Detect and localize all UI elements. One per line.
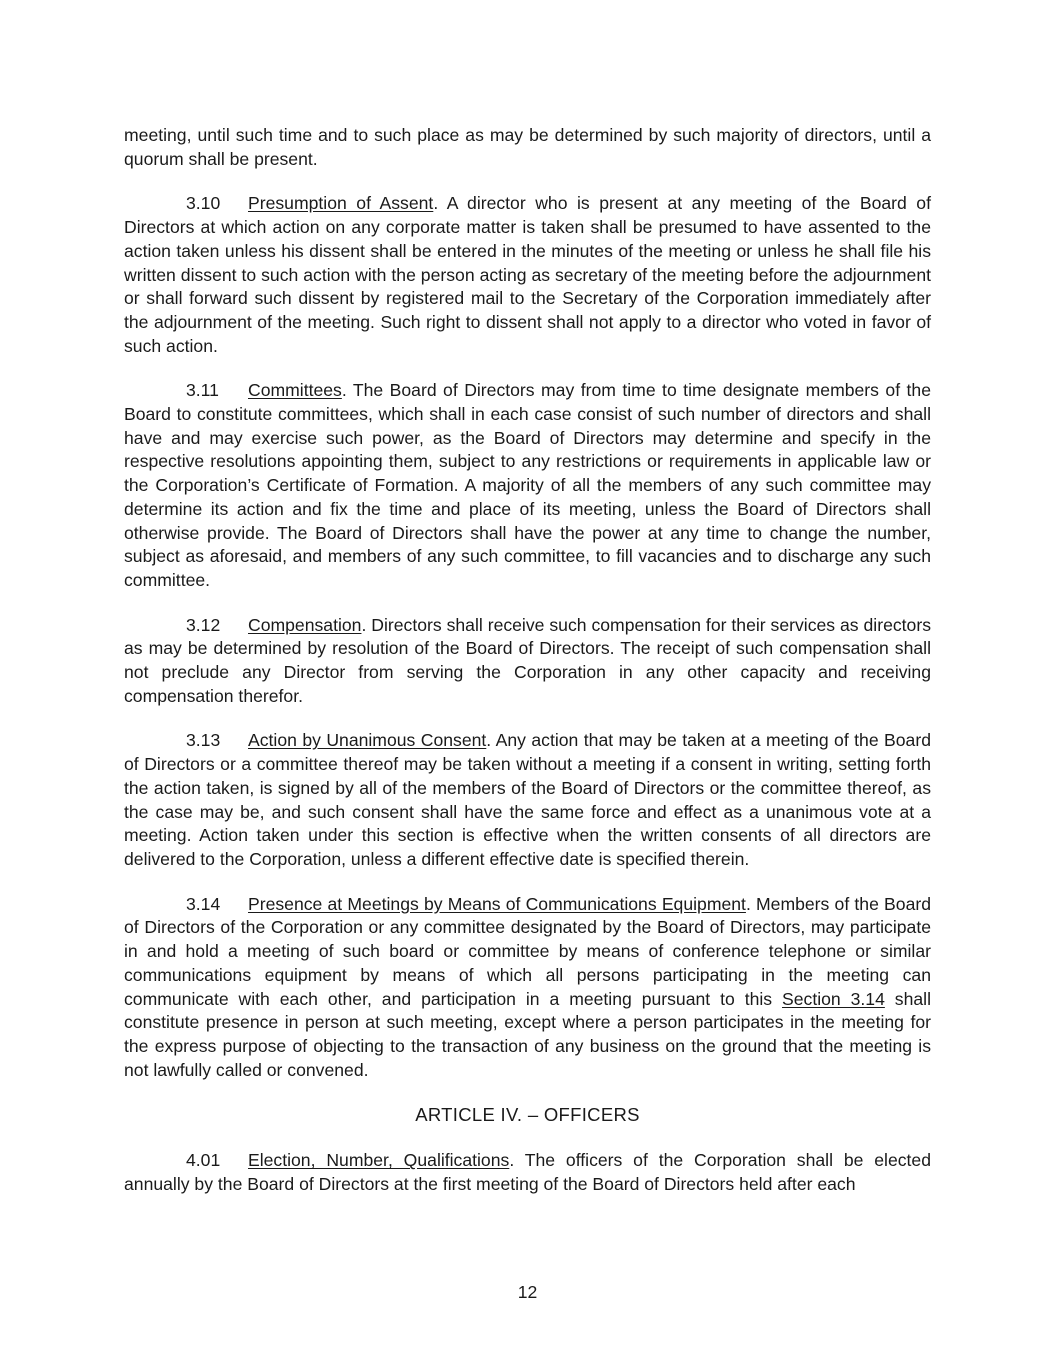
- section-number: 3.10: [186, 193, 221, 214]
- section-body: . Members of the Board of Directors of the Corporation or any committee designated by the Board of Directors, may participate in and hold a meeting of such board or committee by means of conference telephone or similar communications equipment by means of which all persons participating in the meeting can communicate with each other, and participation in a meeting pursuant to this: [124, 893, 931, 1009]
- page-number: 12: [517, 1282, 538, 1302]
- section-number: 3.14: [186, 893, 221, 914]
- section-number: 3.11: [186, 380, 219, 401]
- section-title: Election, Number, Qualifications: [248, 1150, 510, 1171]
- section-title: Compensation: [248, 614, 362, 635]
- section-3-12: [124, 614, 931, 709]
- document-page: [124, 124, 931, 1218]
- section-3-10: [124, 192, 931, 358]
- section-number: 3.13: [186, 730, 221, 751]
- section-body: . A director who is present at any meeting of the Board of Directors at which action on any corporate matter is taken shall be presumed to have assented to the action taken unless his dissent shall be entered in the minutes of the meeting or unless he shall file his written dissent to such action with the person acting as secretary of the meeting before the adjournment or shall forward such dissent by registered mail to the Secretary of the Corporation immediately after the adjournment of the meeting. Such right to dissent shall not apply to a director who voted in favor of such action.: [124, 193, 931, 356]
- section-4-01: [124, 1149, 931, 1196]
- section-3-11: [124, 379, 931, 592]
- section-body: . The Board of Directors may from time to time designate members of the Board to constitute committees, which shall in each case consist of such number of directors and shall have and may exercise such power, as the Board of Directors may determine and specify in the respective resolutions appointing them, subject to any restrictions or requirements in applicable law or the Corporation’s Certificate of Formation. A majority of all the members of any such committee may determine its action and fix the time and place of its meeting, unless the Board of Directors shall otherwise provide. The Board of Directors shall have the power at any time to change the number, subject as aforesaid, and members of any such committee, to fill vacancies and to discharge any such committee.: [124, 380, 931, 590]
- section-number: 4.01: [186, 1150, 221, 1171]
- section-body-continued: shall constitute presence in person at such meeting, except where a person participates in the meeting for the express purpose of objecting to the transaction of any business on the ground that the meeting is not lawfully called or convened.: [124, 988, 931, 1080]
- section-body: . Directors shall receive such compensation for their services as directors as may be determined by resolution of the Board of Directors. The receipt of such compensation shall not preclude any Director from serving the Corporation in any other capacity and receiving compensation therefor.: [124, 614, 931, 706]
- section-title: Committees: [248, 380, 342, 401]
- section-title: Presence at Meetings by Means of Communications Equipment: [248, 893, 746, 914]
- article-heading: ARTICLE IV. – OFFICERS: [415, 1104, 640, 1126]
- section-number: 3.12: [186, 614, 221, 635]
- section-title: Action by Unanimous Consent: [248, 730, 487, 751]
- section-3-14: [124, 893, 931, 1083]
- section-title: Presumption of Assent: [248, 193, 434, 214]
- continuation-paragraph: meeting, until such time and to such place as may be determined by such majority of directors, until a quorum shall be present.: [124, 125, 931, 169]
- section-cross-reference: Section 3.14: [782, 988, 885, 1009]
- section-3-13: [124, 729, 931, 871]
- section-body: . Any action that may be taken at a meeting of the Board of Directors or a committee thereof may be taken without a meeting if a consent in writing, setting forth the action taken, is signed by all of the members of the Board of Directors or the committee thereof, as the case may be, and such consent shall have the same force and effect as a unanimous vote at a meeting. Action taken under this section is effective when the written consents of all directors are delivered to the Corporation, unless a different effective date is specified therein.: [124, 730, 931, 869]
- section-body: . The officers of the Corporation shall be elected annually by the Board of Directors at the first meeting of the Board of Directors held after each: [124, 1150, 931, 1195]
